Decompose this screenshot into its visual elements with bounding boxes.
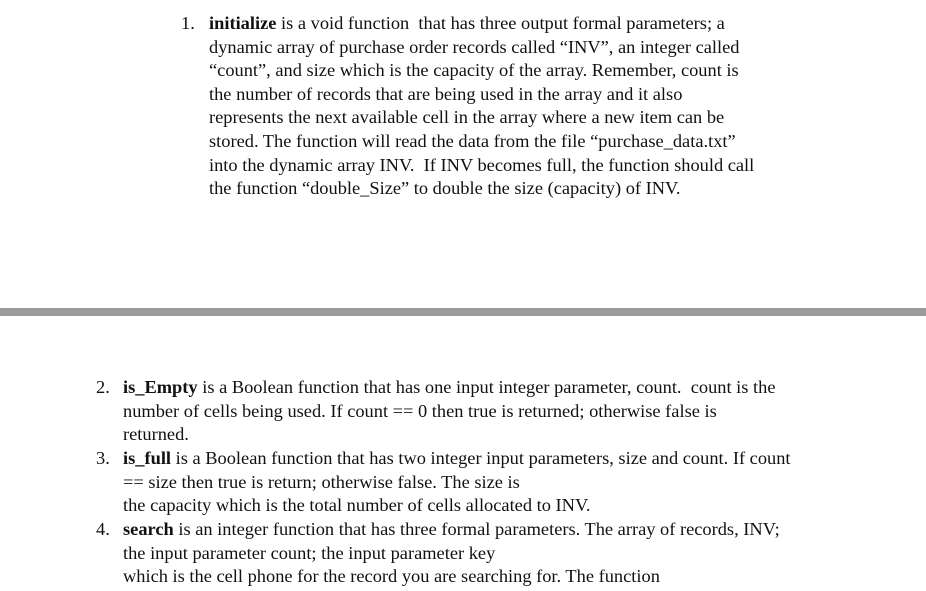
function-name: is_Empty xyxy=(123,377,198,397)
function-name: initialize xyxy=(209,13,277,33)
item-line: which is the cell phone for the record you are searching for. The function xyxy=(123,566,660,587)
item-line: number of cells being used. If count == 0 then true is returned; otherwise false is xyxy=(123,400,717,421)
page-separator xyxy=(0,308,926,316)
item-line: into the dynamic array INV. If INV becomes full, the function should call xyxy=(209,154,755,175)
item-line: the number of records that are being used in the array and it also xyxy=(209,83,683,104)
item-line xyxy=(123,376,776,400)
item-line: stored. The function will read the data from the file “purchase_data.txt” xyxy=(209,131,736,151)
item-line: the function “double_Size” to double the size (capacity) of INV. xyxy=(209,178,681,199)
item-number: 4. xyxy=(96,519,110,539)
line-text: is a void function that has three output formal parameters; a xyxy=(276,13,725,33)
item-number: 1. xyxy=(181,13,195,33)
item-line: the capacity which is the total number of cells allocated to INV. xyxy=(123,495,591,516)
item-line: == size then true is return; otherwise false. The size is xyxy=(123,471,520,492)
item-line: returned. xyxy=(123,424,189,445)
item-line xyxy=(209,12,725,36)
item-line: the input parameter count; the input parameter key xyxy=(123,542,496,563)
item-line: “count”, and size which is the capacity of the array. Remember, count is xyxy=(209,60,739,81)
function-name: is_full xyxy=(123,448,172,468)
item-line: represents the next available cell in the array where a new item can be xyxy=(209,107,725,128)
line-text: is an integer function that has three formal parameters. The array of records, INV; xyxy=(173,519,780,539)
line-text: is a Boolean function that has two integer input parameters, size and count. If count xyxy=(171,448,791,468)
item-number: 2. xyxy=(96,377,110,397)
item-line xyxy=(123,518,780,542)
item-number: 3. xyxy=(96,448,110,468)
line-text: is a Boolean function that has one input integer parameter, count. count is the xyxy=(197,377,776,397)
item-line: dynamic array of purchase order records called “INV”, an integer called xyxy=(209,36,740,57)
function-name: search xyxy=(123,519,174,539)
item-line xyxy=(123,447,791,471)
